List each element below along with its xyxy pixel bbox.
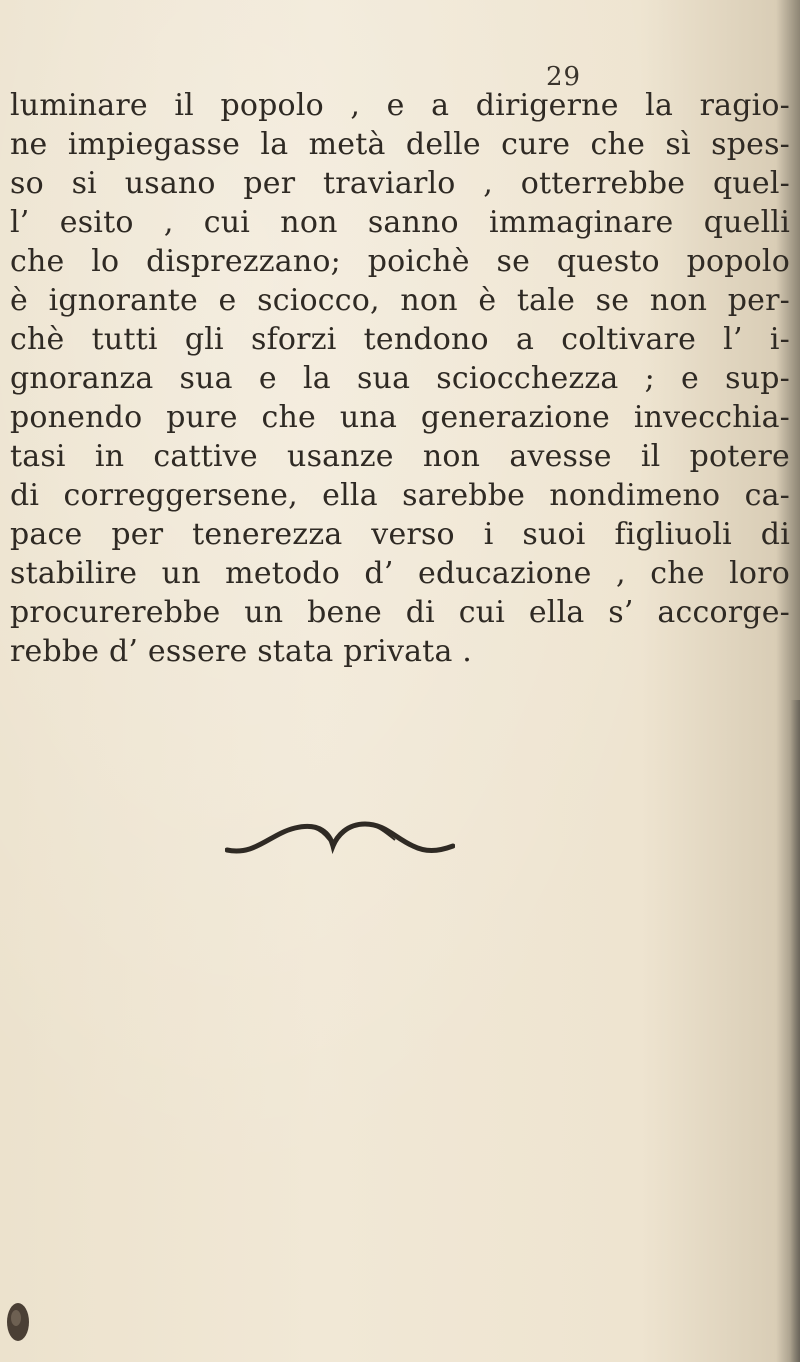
page-edge-shadow <box>790 700 800 1362</box>
text-line: chè tutti gli sforzi tendono a coltivare l’ i- <box>10 322 790 357</box>
text-line: è ignorante e sciocco, non è tale se non per- <box>10 283 790 318</box>
text-line: pace per tenerezza verso i suoi figliuoli di <box>10 517 790 552</box>
text-line: ponendo pure che una generazione invecchia- <box>10 400 790 435</box>
text-line: stabilire un metodo d’ educazione , che loro <box>10 556 790 591</box>
body-text <box>10 86 790 671</box>
decorative-divider-icon <box>225 816 455 866</box>
page-number: 29 <box>546 62 582 92</box>
ink-stain-icon <box>5 1300 31 1344</box>
text-line: di correggersene, ella sarebbe nondimeno ca- <box>10 478 790 513</box>
text-line: gnoranza sua e la sua sciocchezza ; e sup- <box>10 361 790 396</box>
text-line: luminare il popolo , e a dirigerne la ragio- <box>10 88 790 123</box>
text-line: l’ esito , cui non sanno immaginare quelli <box>10 205 790 240</box>
text-line: rebbe d’ essere stata privata . <box>10 634 473 669</box>
text-line: so si usano per traviarlo , otterrebbe quel- <box>10 166 790 201</box>
text-line: ne impiegasse la metà delle cure che sì spes- <box>10 127 790 162</box>
text-line: che lo disprezzano; poichè se questo popolo <box>10 244 790 279</box>
text-line: tasi in cattive usanze non avesse il potere <box>10 439 790 474</box>
text-line: procurerebbe un bene di cui ella s’ accorge- <box>10 595 790 630</box>
